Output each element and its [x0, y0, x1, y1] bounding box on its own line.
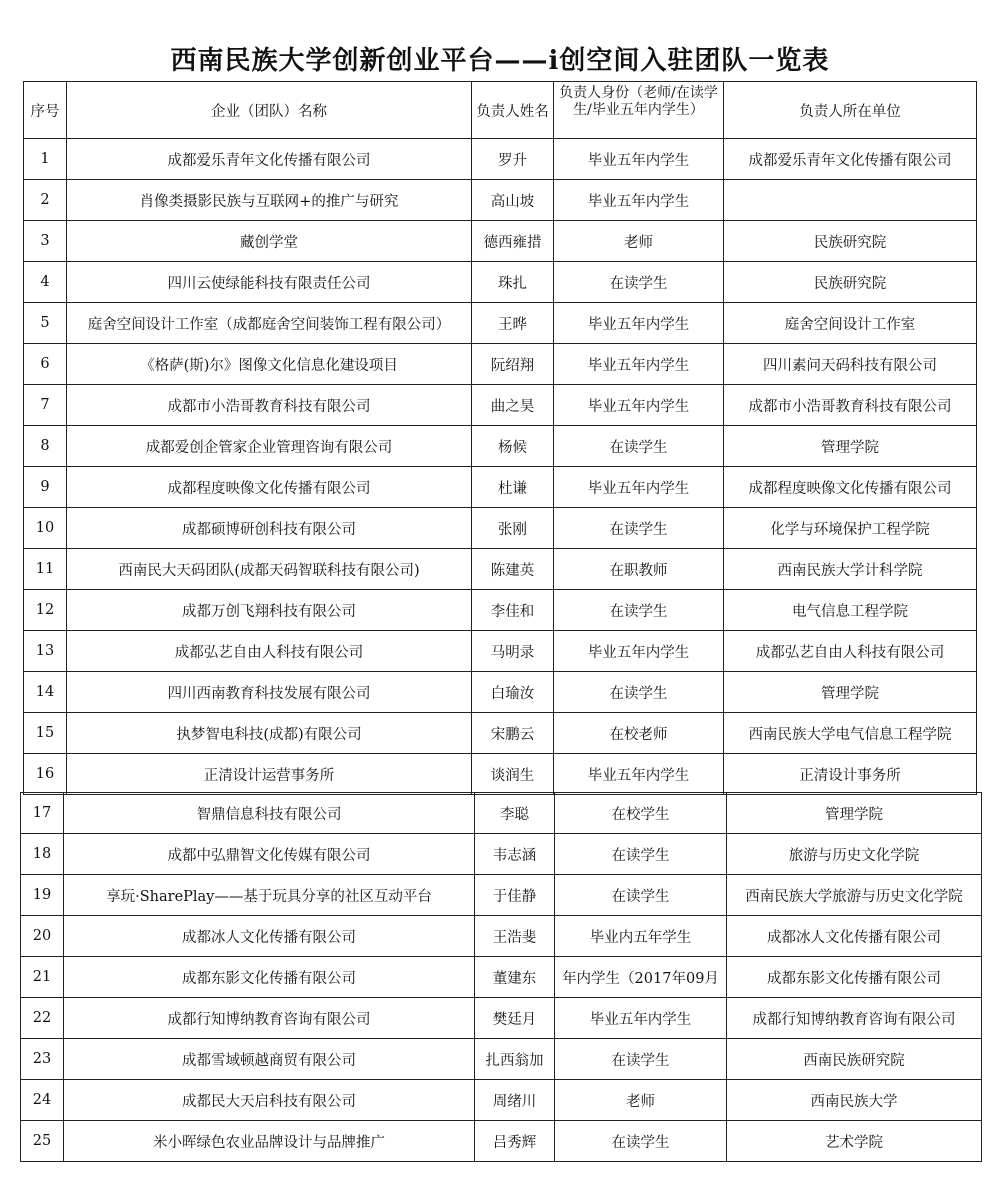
cell-leader: 珠扎 [472, 262, 554, 303]
cell-identity: 在读学生 [554, 508, 724, 549]
cell-leader: 陈建英 [472, 549, 554, 590]
cell-company: 成都行知博纳教育咨询有限公司 [64, 998, 475, 1039]
cell-leader: 高山坡 [472, 180, 554, 221]
cell-unit [724, 180, 977, 221]
cell-company: 成都东影文化传播有限公司 [64, 957, 475, 998]
cell-seq: 17 [21, 793, 64, 834]
cell-leader: 于佳静 [475, 875, 555, 916]
cell-seq: 22 [21, 998, 64, 1039]
cell-unit: 电气信息工程学院 [724, 590, 977, 631]
cell-unit: 管理学院 [724, 672, 977, 713]
cell-leader: 张刚 [472, 508, 554, 549]
cell-leader: 马明录 [472, 631, 554, 672]
cell-unit: 管理学院 [724, 426, 977, 467]
cell-seq: 20 [21, 916, 64, 957]
table-header-row [24, 82, 977, 139]
cell-leader: 韦志涵 [475, 834, 555, 875]
cell-unit: 四川素问天码科技有限公司 [724, 344, 977, 385]
cell-unit: 庭舍空间设计工作室 [724, 303, 977, 344]
cell-company: 《格萨(斯)尔》图像文化信息化建设项目 [67, 344, 472, 385]
table-row [24, 590, 977, 631]
cell-leader: 宋鹏云 [472, 713, 554, 754]
cell-seq: 5 [24, 303, 67, 344]
cell-identity: 老师 [554, 221, 724, 262]
cell-leader: 阮绍翔 [472, 344, 554, 385]
cell-company: 成都爱创企管家企业管理咨询有限公司 [67, 426, 472, 467]
cell-identity: 在读学生 [555, 875, 727, 916]
table-row [24, 631, 977, 672]
header-unit: 负责人所在单位 [724, 82, 977, 139]
cell-identity: 在校老师 [554, 713, 724, 754]
table-row [24, 754, 977, 795]
cell-unit: 艺术学院 [727, 1121, 982, 1162]
cell-leader: 吕秀辉 [475, 1121, 555, 1162]
cell-seq: 14 [24, 672, 67, 713]
cell-seq: 19 [21, 875, 64, 916]
cell-company: 成都市小浩哥教育科技有限公司 [67, 385, 472, 426]
cell-company: 藏创学堂 [67, 221, 472, 262]
table-row [21, 1080, 982, 1121]
cell-company: 西南民大天码团队(成都天码智联科技有限公司) [67, 549, 472, 590]
cell-seq: 23 [21, 1039, 64, 1080]
cell-identity: 毕业内五年学生 [555, 916, 727, 957]
teams-table-part1 [23, 81, 977, 795]
cell-identity: 毕业五年内学生 [555, 998, 727, 1039]
table-row [24, 139, 977, 180]
cell-seq: 7 [24, 385, 67, 426]
cell-seq: 10 [24, 508, 67, 549]
cell-identity: 在读学生 [554, 672, 724, 713]
cell-company: 成都冰人文化传播有限公司 [64, 916, 475, 957]
cell-seq: 2 [24, 180, 67, 221]
cell-seq: 6 [24, 344, 67, 385]
cell-identity: 毕业五年内学生 [554, 385, 724, 426]
cell-identity: 在读学生 [554, 590, 724, 631]
table-row [21, 834, 982, 875]
cell-leader: 董建东 [475, 957, 555, 998]
cell-company: 成都硕博研创科技有限公司 [67, 508, 472, 549]
cell-leader: 罗升 [472, 139, 554, 180]
table-row [24, 303, 977, 344]
cell-company: 成都弘艺自由人科技有限公司 [67, 631, 472, 672]
cell-unit: 成都爱乐青年文化传播有限公司 [724, 139, 977, 180]
cell-unit: 管理学院 [727, 793, 982, 834]
cell-leader: 白瑜汝 [472, 672, 554, 713]
cell-unit: 正清设计事务所 [724, 754, 977, 795]
cell-unit: 西南民族大学 [727, 1080, 982, 1121]
header-company: 企业（团队）名称 [67, 82, 472, 139]
cell-company: 执梦智电科技(成都)有限公司 [67, 713, 472, 754]
cell-seq: 12 [24, 590, 67, 631]
table-row [24, 385, 977, 426]
cell-identity: 在校学生 [555, 793, 727, 834]
cell-unit: 旅游与历史文化学院 [727, 834, 982, 875]
cell-unit: 成都弘艺自由人科技有限公司 [724, 631, 977, 672]
cell-unit: 成都东影文化传播有限公司 [727, 957, 982, 998]
cell-leader: 王晔 [472, 303, 554, 344]
cell-company: 庭舍空间设计工作室（成都庭舍空间装饰工程有限公司） [67, 303, 472, 344]
cell-identity: 在读学生 [555, 1121, 727, 1162]
table-row [21, 793, 982, 834]
cell-leader: 杨候 [472, 426, 554, 467]
table-row [24, 672, 977, 713]
cell-unit: 西南民族研究院 [727, 1039, 982, 1080]
table-row [21, 1039, 982, 1080]
cell-seq: 3 [24, 221, 67, 262]
cell-identity: 在读学生 [554, 426, 724, 467]
cell-company: 成都雪域顿越商贸有限公司 [64, 1039, 475, 1080]
cell-unit: 化学与环境保护工程学院 [724, 508, 977, 549]
cell-company: 肖像类摄影民族与互联网+的推广与研究 [67, 180, 472, 221]
cell-company: 成都民大天启科技有限公司 [64, 1080, 475, 1121]
cell-company: 米小晖绿色农业品牌设计与品牌推广 [64, 1121, 475, 1162]
cell-unit: 西南民族大学旅游与历史文化学院 [727, 875, 982, 916]
cell-identity: 毕业五年内学生 [554, 467, 724, 508]
cell-leader: 谈润生 [472, 754, 554, 795]
cell-company: 四川云使绿能科技有限责任公司 [67, 262, 472, 303]
cell-unit: 成都行知博纳教育咨询有限公司 [727, 998, 982, 1039]
cell-company: 智鼎信息科技有限公司 [64, 793, 475, 834]
page-title: 西南民族大学创新创业平台——i创空间入驻团队一览表 [170, 46, 830, 76]
cell-unit: 成都程度映像文化传播有限公司 [724, 467, 977, 508]
cell-leader: 德西雍措 [472, 221, 554, 262]
table-row [24, 221, 977, 262]
cell-leader: 李聪 [475, 793, 555, 834]
cell-leader: 曲之昊 [472, 385, 554, 426]
cell-identity: 毕业五年内学生 [554, 754, 724, 795]
cell-company: 正清设计运营事务所 [67, 754, 472, 795]
cell-identity: 在读学生 [554, 262, 724, 303]
cell-seq: 15 [24, 713, 67, 754]
table-row [21, 875, 982, 916]
cell-seq: 16 [24, 754, 67, 795]
cell-company: 成都中弘鼎智文化传媒有限公司 [64, 834, 475, 875]
cell-seq: 4 [24, 262, 67, 303]
table-row [24, 344, 977, 385]
cell-leader: 樊廷月 [475, 998, 555, 1039]
cell-identity: 年内学生（2017年09月 [555, 957, 727, 998]
cell-seq: 13 [24, 631, 67, 672]
table-row [24, 262, 977, 303]
cell-seq: 8 [24, 426, 67, 467]
cell-company: 成都程度映像文化传播有限公司 [67, 467, 472, 508]
cell-unit: 西南民族大学电气信息工程学院 [724, 713, 977, 754]
table-row [21, 957, 982, 998]
cell-leader: 扎西翁加 [475, 1039, 555, 1080]
cell-company: 成都爱乐青年文化传播有限公司 [67, 139, 472, 180]
cell-unit: 成都冰人文化传播有限公司 [727, 916, 982, 957]
header-seq: 序号 [24, 82, 67, 139]
cell-identity: 毕业五年内学生 [554, 139, 724, 180]
cell-seq: 25 [21, 1121, 64, 1162]
cell-identity: 在读学生 [555, 834, 727, 875]
cell-identity: 毕业五年内学生 [554, 180, 724, 221]
cell-leader: 杜谦 [472, 467, 554, 508]
table-row [21, 916, 982, 957]
cell-identity: 在职教师 [554, 549, 724, 590]
cell-company: 四川西南教育科技发展有限公司 [67, 672, 472, 713]
cell-identity: 老师 [555, 1080, 727, 1121]
cell-seq: 1 [24, 139, 67, 180]
table-row [21, 1121, 982, 1162]
header-leader: 负责人姓名 [472, 82, 554, 139]
table-row [24, 426, 977, 467]
cell-seq: 18 [21, 834, 64, 875]
cell-leader: 周绪川 [475, 1080, 555, 1121]
cell-identity: 毕业五年内学生 [554, 344, 724, 385]
teams-table-part2 [20, 792, 982, 1162]
table-row [21, 998, 982, 1039]
cell-unit: 成都市小浩哥教育科技有限公司 [724, 385, 977, 426]
table-row [24, 467, 977, 508]
cell-leader: 王浩斐 [475, 916, 555, 957]
cell-identity: 在读学生 [555, 1039, 727, 1080]
cell-leader: 李佳和 [472, 590, 554, 631]
cell-seq: 21 [21, 957, 64, 998]
cell-unit: 民族研究院 [724, 262, 977, 303]
cell-company: 享玩·SharePlay——基于玩具分享的社区互动平台 [64, 875, 475, 916]
table-row [24, 549, 977, 590]
cell-identity: 毕业五年内学生 [554, 303, 724, 344]
cell-identity: 毕业五年内学生 [554, 631, 724, 672]
cell-seq: 24 [21, 1080, 64, 1121]
cell-company: 成都万创飞翔科技有限公司 [67, 590, 472, 631]
table-row [24, 508, 977, 549]
table-row [24, 180, 977, 221]
cell-seq: 9 [24, 467, 67, 508]
header-identity: 负责人身份（老师/在读学生/毕业五年内学生） [554, 82, 724, 139]
cell-unit: 西南民族大学计科学院 [724, 549, 977, 590]
cell-unit: 民族研究院 [724, 221, 977, 262]
table-row [24, 713, 977, 754]
cell-seq: 11 [24, 549, 67, 590]
